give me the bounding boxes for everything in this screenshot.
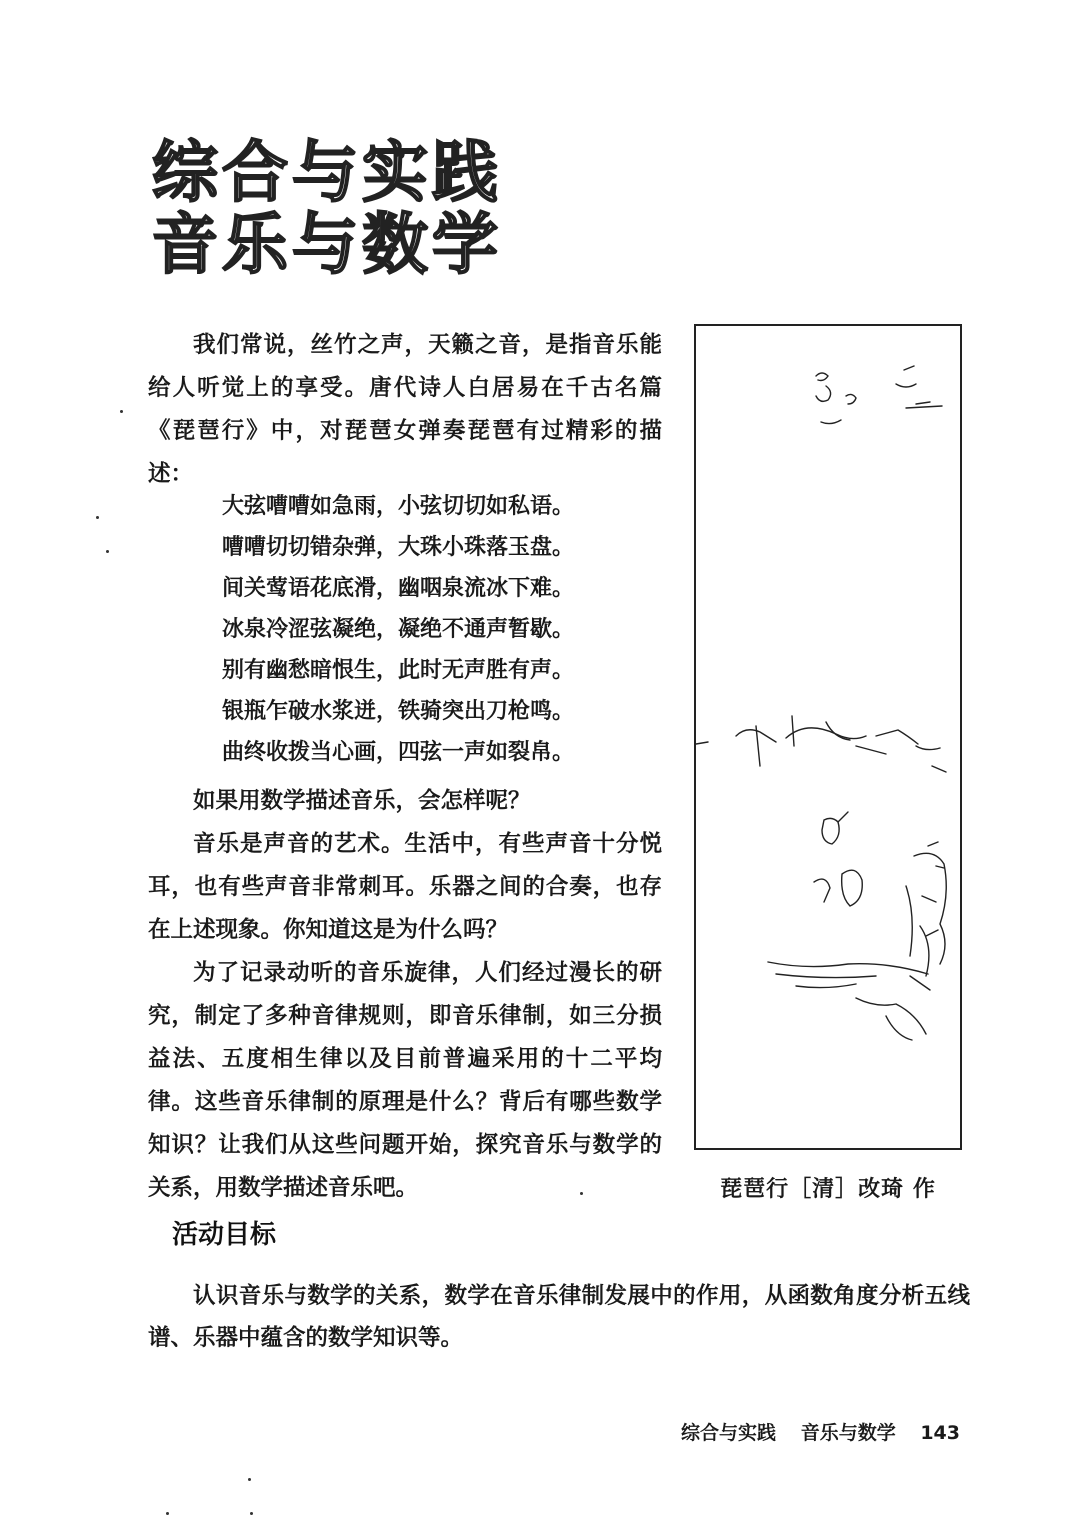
scan-speck [580,1192,583,1195]
sound-paragraph: 音乐是声音的艺术。生活中，有些声音十分悦耳，也有些声音非常刺耳。乐器之间的合奏，也存在上述现象。你知道这是为什么吗？ [148,831,662,943]
temperament-paragraph: 为了记录动听的音乐旋律，人们经过漫长的研究，制定了多种音律规则，即音乐律制，如三分损益法、五度相生律以及目前普遍采用的十二平均律。这些音乐律制的原理是什么？背后有哪些数学知识？让我们从这些问题开始，探究音乐与数学的关系，用数学描述音乐吧。 [148,960,662,1201]
painting-caption: 琵琶行［清］改琦 作 [720,1176,936,1202]
footer-section: 综合与实践 [681,1422,777,1444]
page-number: 143 [920,1422,960,1444]
poem-line: 别有幽愁暗恨生，此时无声胜有声。 [222,657,575,683]
page-title-line1: 综合与实践 [152,134,502,211]
scan-speck [248,1478,251,1481]
scan-speck [250,1512,253,1515]
scan-speck [96,516,99,519]
question-paragraph: 如果用数学描述音乐，会怎样呢？ [193,788,531,814]
poem-block [222,486,682,773]
page-footer [560,1418,960,1445]
intro-paragraph: 我们常说，丝竹之声，天籁之音，是指音乐能给人听觉上的享受。唐代诗人白居易在千古名篇《琵琶行》中，对琵琶女弹奏琵琶有过精彩的描述： [148,332,662,487]
activity-goals-heading: 活动目标 [172,1220,277,1250]
poem-line: 曲终收拨当心画，四弦一声如裂帛。 [222,739,575,765]
painting-illustration [694,324,962,1150]
poem-line: 间关莺语花底滑，幽咽泉流冰下难。 [222,575,575,601]
page-title-line2: 音乐与数学 [152,206,502,283]
scan-speck [120,410,123,413]
scan-speck [166,1512,169,1515]
poem-line: 嘈嘈切切错杂弹，大珠小珠落玉盘。 [222,534,575,560]
footer-topic: 音乐与数学 [800,1422,896,1444]
poem-line: 大弦嘈嘈如急雨，小弦切切如私语。 [222,493,575,519]
poem-line: 冰泉冷涩弦凝绝，凝绝不通声暂歇。 [222,616,575,642]
poem-line: 银瓶乍破水浆迸，铁骑突出刀枪鸣。 [222,698,575,724]
painting-sketch-icon [696,326,960,1148]
scan-speck [106,550,109,553]
activity-goals-text: 认识音乐与数学的关系，数学在音乐律制发展中的作用，从函数角度分析五线谱、乐器中蕴含的数学知识等。 [148,1283,970,1351]
